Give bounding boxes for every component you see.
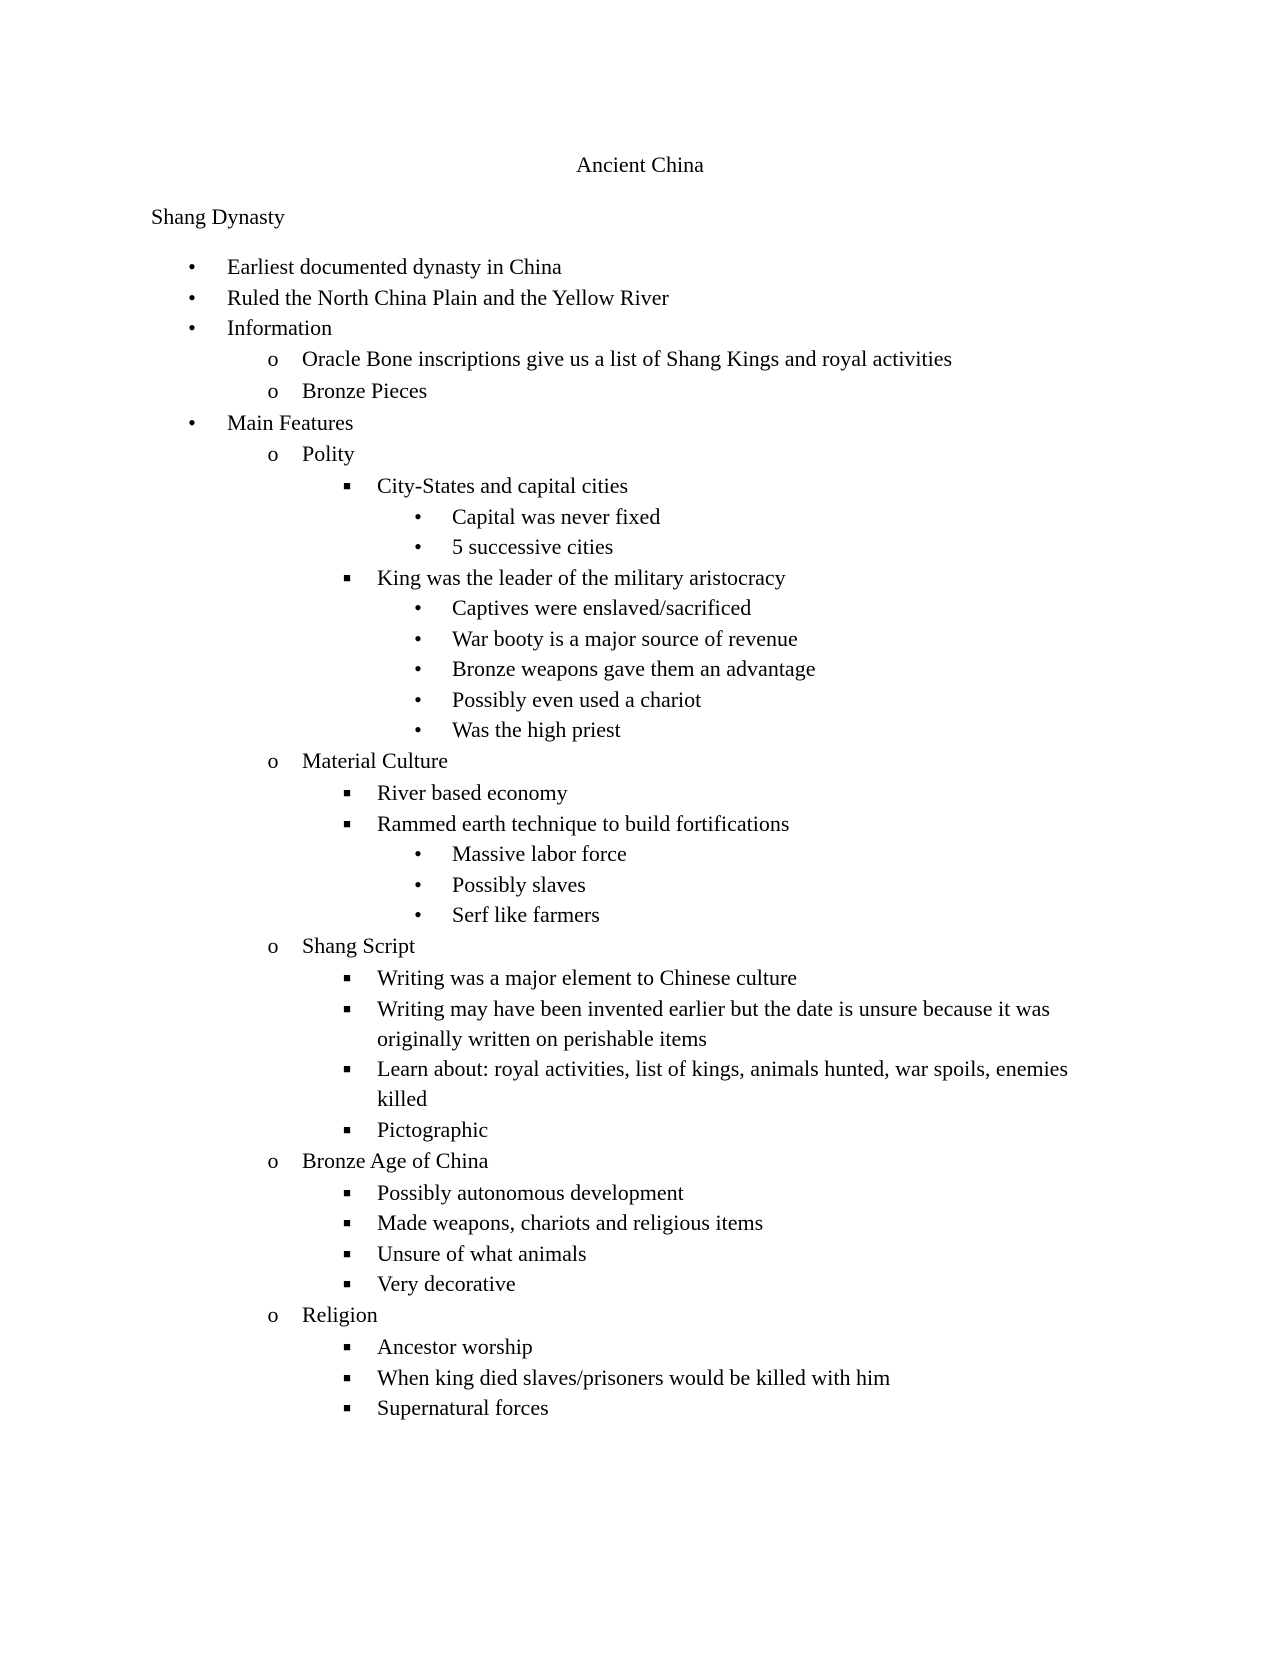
outline-item-level-1 [0,283,1280,313]
bullet-square-icon: ■ [343,815,351,831]
outline-item-level-3 [0,1054,1280,1114]
outline-item-level-4 [0,900,1280,930]
outline-item-text: Pictographic [377,1116,489,1142]
outline-item-level-4 [0,624,1280,654]
outline-item-level-3 [0,1208,1280,1238]
section-heading: Shang Dynasty [151,204,285,229]
bullet-dot-icon: • [414,534,422,559]
outline-item-level-2 [0,1146,1280,1176]
bullet-dot-icon: • [414,656,422,681]
outline-item-text: Supernatural forces [377,1395,549,1420]
outline-item-text: Was the high priest [452,717,621,742]
bullet-dot-icon: • [414,871,422,897]
bullet-square-icon: ■ [343,970,351,985]
outline-item-level-3 [0,778,1280,808]
outline-item-level-1 [0,313,1280,343]
outline-item-level-4 [0,654,1280,684]
outline-item-text: Captives were enslaved/sacrificed [452,595,752,620]
outline-item-text: Ancestor worship [377,1334,533,1359]
bullet-dot-icon: • [188,254,196,279]
bullet-square-icon: ■ [343,1400,351,1415]
outline-item-level-3 [0,994,1280,1054]
outline-item-text: Bronze weapons gave them an advantage [452,656,816,681]
bullet-square-icon: ■ [343,1276,351,1291]
outline-item-level-3 [0,963,1280,993]
outline-item-text: Rammed earth technique to build fortifications [377,810,790,836]
bullet-dot-icon: • [188,315,196,340]
outline-item-level-4 [0,593,1280,623]
outline-item-level-4 [0,839,1280,869]
outline-item-text: Possibly autonomous development [377,1179,684,1205]
outline-item-level-2 [0,439,1280,469]
outline-item-level-2 [0,931,1280,961]
outline-item-level-3 [0,1332,1280,1362]
bullet-square-icon: ■ [343,1000,351,1016]
bullet-outline [0,252,1280,1424]
bullet-dot-icon: • [414,625,422,651]
outline-item-text: City-States and capital cities [377,473,629,498]
bullet-square-icon: ■ [343,1121,351,1137]
outline-item-text: War booty is a major source of revenue [452,625,798,651]
outline-item-text: Main Features [227,410,354,435]
bullet-circle-icon: o [267,346,279,371]
bullet-dot-icon: • [414,686,422,712]
outline-item-text: Unsure of what animals [377,1240,587,1266]
bullet-square-icon: ■ [343,1369,351,1385]
outline-item-text: Serf like farmers [452,902,600,927]
bullet-square-icon: ■ [343,569,351,585]
outline-item-text: 5 successive cities [452,534,614,559]
bullet-dot-icon: • [414,503,422,529]
outline-item-level-1 [0,408,1280,438]
outline-item-text: Earliest documented dynasty in China [227,254,562,279]
bullet-square-icon: ■ [343,478,351,493]
outline-item-text: Writing may have been invented earlier but the date is unsure because it was originally written on perishable items [377,995,1050,1051]
outline-item-level-1 [0,252,1280,282]
outline-item-level-3 [0,1363,1280,1393]
outline-item-text: Shang Script [302,933,416,958]
bullet-dot-icon: • [414,595,422,620]
outline-item-level-4 [0,685,1280,715]
outline-item-text: Made weapons, chariots and religious items [377,1210,764,1235]
outline-item-text: Material Culture [302,748,449,773]
bullet-circle-icon: o [267,933,279,958]
bullet-circle-icon: o [267,378,279,403]
outline-item-level-3 [0,809,1280,839]
bullet-dot-icon: • [414,902,422,927]
outline-item-level-3 [0,1115,1280,1145]
outline-item-level-3 [0,471,1280,501]
outline-item-text: River based economy [377,780,568,805]
outline-item-text: Possibly even used a chariot [452,686,702,712]
outline-item-text: King was the leader of the military aristocracy [377,564,786,590]
bullet-square-icon: ■ [343,1245,351,1261]
outline-item-level-2 [0,344,1280,374]
outline-item-text: When king died slaves/prisoners would be killed with him [377,1364,891,1390]
outline-item-text: Religion [302,1302,378,1327]
outline-item-text: Massive labor force [452,841,627,866]
outline-item-level-3 [0,1393,1280,1423]
bullet-square-icon: ■ [343,785,351,800]
bullet-circle-icon: o [267,1302,279,1327]
outline-item-level-4 [0,870,1280,900]
outline-item-text: Information [227,315,333,340]
bullet-square-icon: ■ [343,1184,351,1200]
bullet-dot-icon: • [188,410,196,435]
outline-item-text: Oracle Bone inscriptions give us a list of Shang Kings and royal activities [302,346,953,371]
bullet-square-icon: ■ [343,1061,351,1076]
bullet-circle-icon: o [267,748,279,773]
outline-item-text: Capital was never fixed [452,503,661,529]
outline-item-level-4 [0,715,1280,745]
bullet-circle-icon: o [267,1147,279,1173]
bullet-dot-icon: • [414,717,422,742]
document-title: Ancient China [576,152,704,177]
bullet-dot-icon: • [188,284,196,310]
bullet-square-icon: ■ [343,1215,351,1230]
outline-item-level-4 [0,502,1280,532]
outline-item-text: Bronze Age of China [302,1147,489,1173]
outline-item-level-3 [0,1269,1280,1299]
outline-item-level-2 [0,1300,1280,1330]
bullet-circle-icon: o [267,441,279,466]
outline-item-text: Very decorative [377,1271,516,1296]
outline-item-text: Ruled the North China Plain and the Yellow River [227,284,669,310]
outline-item-text: Writing was a major element to Chinese culture [377,965,798,990]
outline-item-level-3 [0,1239,1280,1269]
outline-item-level-2 [0,746,1280,776]
outline-item-level-3 [0,563,1280,593]
bullet-square-icon: ■ [343,1339,351,1354]
outline-item-text: Possibly slaves [452,871,586,897]
outline-item-level-4 [0,532,1280,562]
outline-item-text: Bronze Pieces [302,378,428,403]
outline-item-level-3 [0,1178,1280,1208]
outline-item-text: Polity [302,441,355,466]
outline-item-level-2 [0,376,1280,406]
bullet-dot-icon: • [414,841,422,866]
outline-item-text: Learn about: royal activities, list of kings, animals hunted, war spoils, enemies killed [377,1056,1069,1111]
